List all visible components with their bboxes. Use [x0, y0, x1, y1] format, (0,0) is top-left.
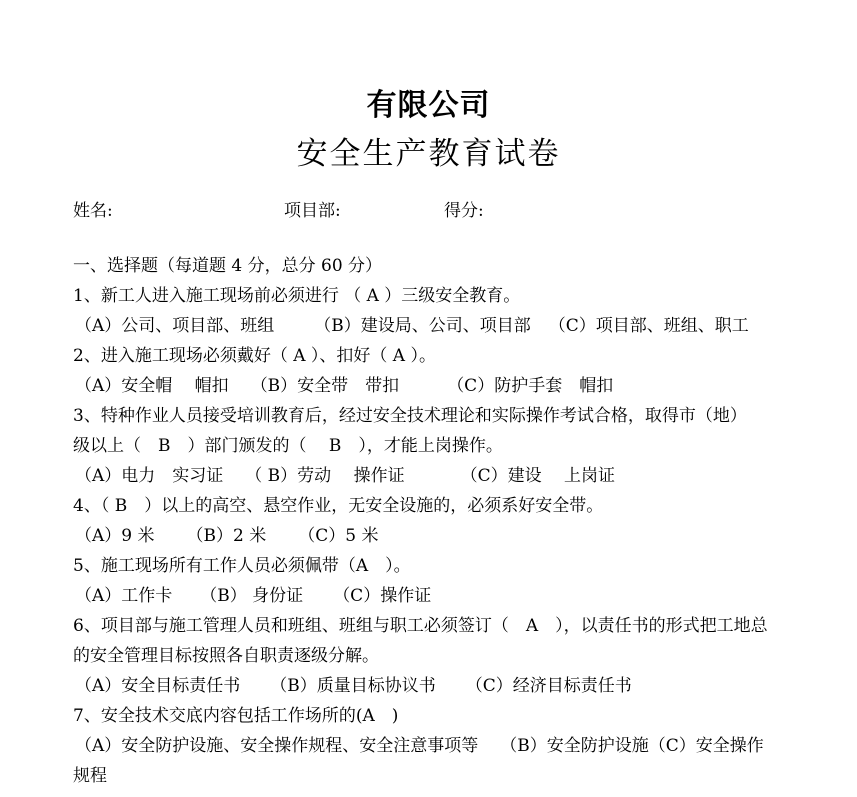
question-stem-continued: 的安全管理目标按照各自职责逐级分解。	[73, 646, 379, 666]
option-a: （A）安全防护设施、安全操作规程、安全注意事项等	[75, 736, 479, 756]
option-a: （A）安全目标责任书	[75, 676, 241, 696]
option-b-c: （B）安全防护设施（C）安全操作	[500, 736, 764, 756]
option-b: （B）2 米	[186, 526, 267, 546]
question-options	[73, 521, 813, 551]
option-b: （B） 身份证	[200, 586, 304, 606]
score-field-label: 得分:	[444, 201, 484, 221]
option-a: （A）工作卡	[75, 586, 173, 606]
option-b: （B）质量目标协议书	[270, 676, 436, 696]
question-stem: 7、安全技术交底内容包括工作场所的(A )	[73, 706, 399, 726]
option-c: （C）项目部、班组、职工	[548, 316, 749, 336]
option-a: （A）安全帽 帽扣	[75, 376, 229, 396]
department-field-label: 项目部:	[284, 201, 341, 221]
option-a: （A）9 米	[75, 526, 155, 546]
option-c: （C）建设 上岗证	[460, 466, 616, 486]
question-options	[73, 461, 813, 491]
question-section	[73, 251, 813, 791]
option-a: （A）电力 实习证	[75, 466, 224, 486]
option-c: （C）操作证	[333, 586, 432, 606]
option-a: （A）公司、项目部、班组	[75, 316, 275, 336]
option-c: （C）5 米	[298, 526, 379, 546]
question-stem: 1、新工人进入施工现场前必须进行 （ A ）三级安全教育。	[73, 286, 521, 306]
question-options	[73, 671, 813, 701]
option-b: （ B）劳动 操作证	[245, 466, 405, 486]
name-field-label: 姓名:	[73, 201, 113, 221]
question-options	[73, 581, 813, 611]
section-heading: 一、选择题（每道题 4 分，总分 60 分）	[73, 256, 383, 276]
company-name: 有限公司	[366, 88, 491, 123]
question-options-continued: 规程	[73, 766, 107, 786]
option-c: （C）经济目标责任书	[465, 676, 632, 696]
question-options	[73, 311, 813, 341]
question-options	[73, 371, 813, 401]
option-c: （C）防护手套 帽扣	[447, 376, 614, 396]
question-options	[73, 731, 813, 761]
question-stem: 2、进入施工现场必须戴好（ A ）、扣好（ A ）。	[73, 346, 436, 366]
option-b: （B）安全带 带扣	[250, 376, 400, 396]
question-stem: 4、（ B ）以上的高空、悬空作业，无安全设施的，必须系好安全带。	[73, 496, 604, 516]
question-stem: 3、特种作业人员接受培训教育后，经过安全技术理论和实际操作考试合格，取得市（地）	[73, 406, 747, 426]
exam-title: 安全生产教育试卷	[296, 136, 561, 172]
question-stem: 5、施工现场所有工作人员必须佩带（A ）。	[73, 556, 411, 576]
option-b: （B）建设局、公司、项目部	[314, 316, 531, 336]
question-stem-continued: 级以上（ B ）部门颁发的（ B ），才能上岗操作。	[73, 436, 503, 456]
question-stem: 6、项目部与施工管理人员和班组、班组与职工必须签订（ A ），以责任书的形式把工地总	[73, 616, 768, 636]
